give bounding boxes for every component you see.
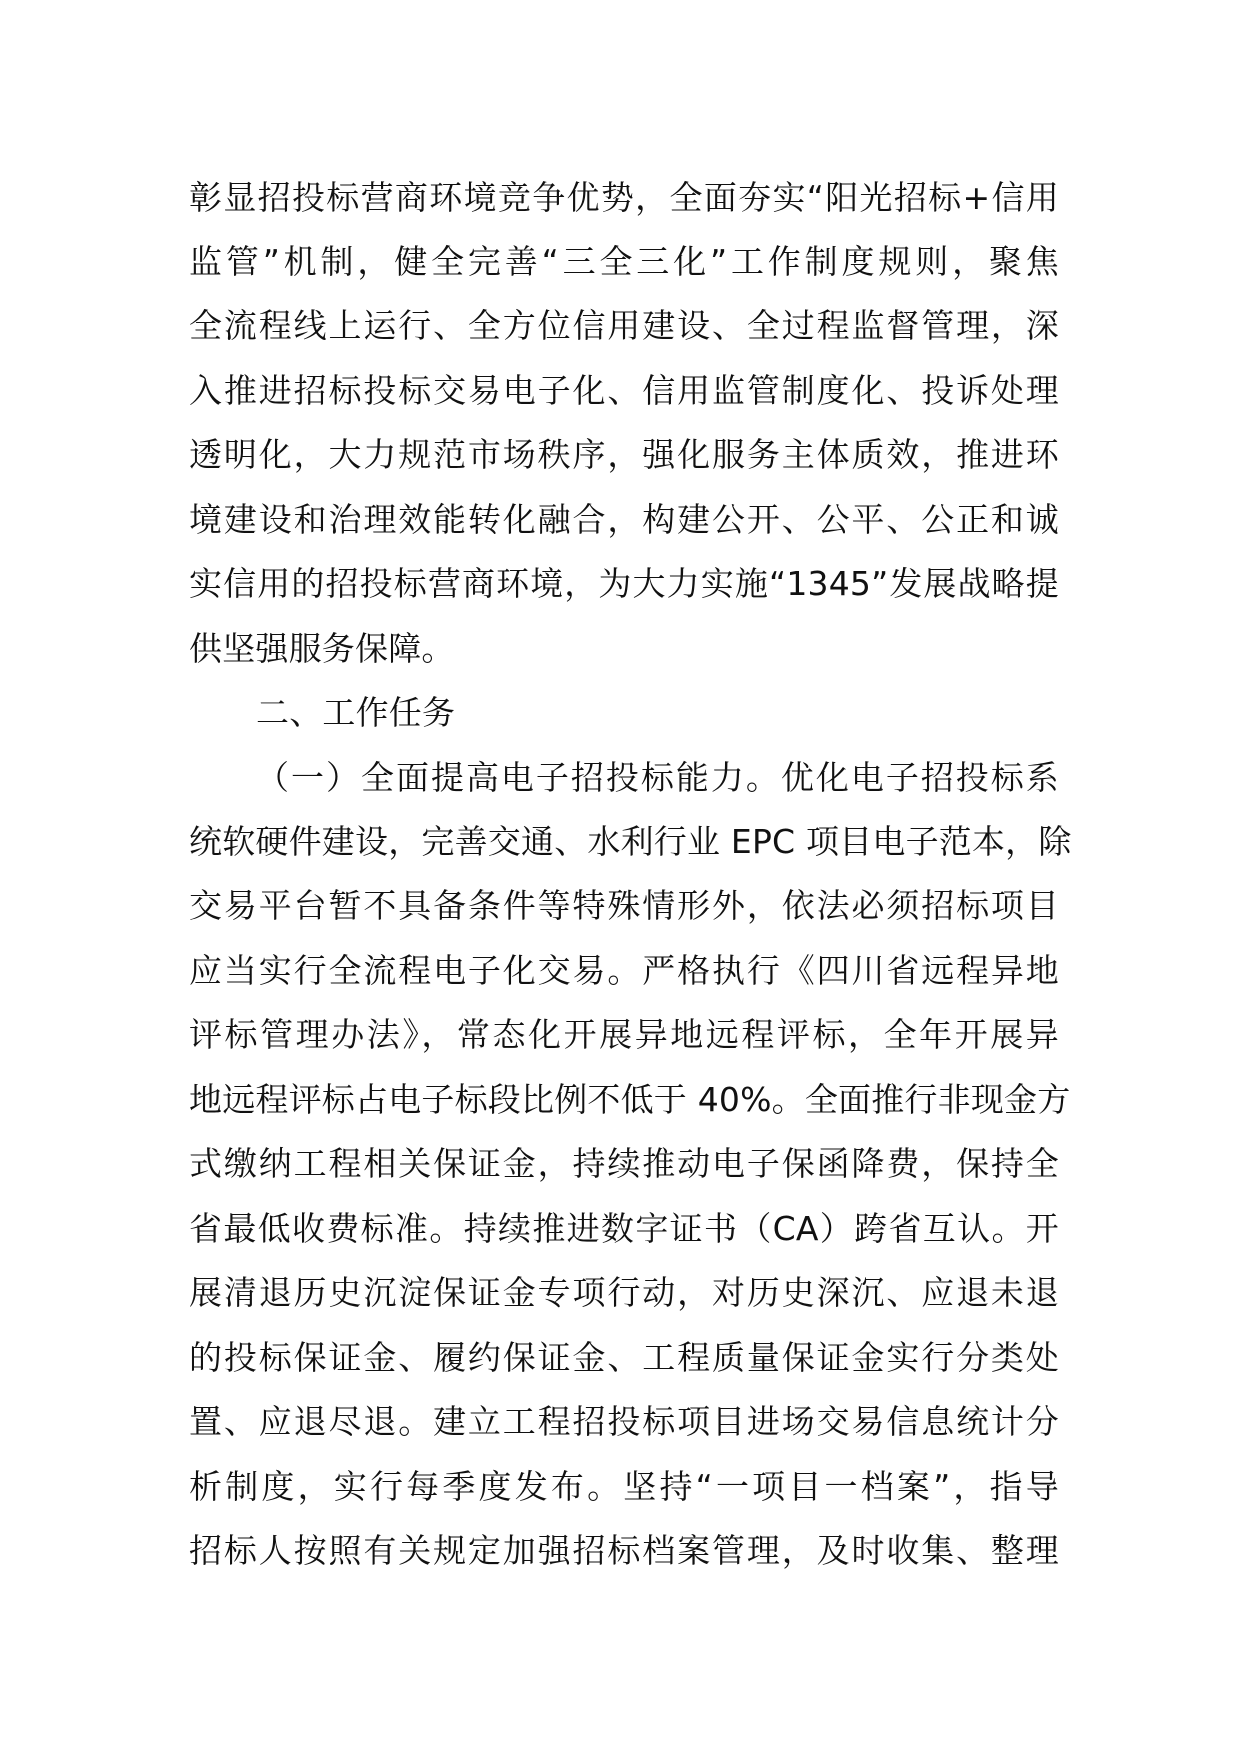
intro-line-8: 供坚强服务保障。 xyxy=(189,629,455,668)
intro-line-2: 监管”机制，健全完善“三全三化”工作制度规则，聚焦 xyxy=(189,242,1059,281)
task-line-12: 析制度，实行每季度发布。坚持“一项目一档案”，指导 xyxy=(189,1467,1059,1506)
intro-line-7: 实信用的招投标营商环境，为大力实施“1345”发展战略提 xyxy=(189,564,1059,603)
intro-line-3: 全流程线上运行、全方位信用建设、全过程监督管理，深 xyxy=(189,306,1059,345)
task-line-7: 式缴纳工程相关保证金，持续推动电子保函降费，保持全 xyxy=(189,1144,1059,1183)
task-line-3: 交易平台暂不具备条件等特殊情形外，依法必须招标项目 xyxy=(189,886,1059,925)
intro-line-6: 境建设和治理效能转化融合，构建公开、公平、公正和诚 xyxy=(189,500,1059,539)
task-line-4: 应当实行全流程电子化交易。严格执行《四川省远程异地 xyxy=(189,951,1059,990)
task-line-9: 展清退历史沉淀保证金专项行动，对历史深沉、应退未退 xyxy=(189,1273,1059,1312)
intro-line-1: 彰显招投标营商环境竞争优势，全面夯实“阳光招标+信用 xyxy=(189,178,1059,217)
task-line-13: 招标人按照有关规定加强招标档案管理，及时收集、整理 xyxy=(189,1531,1059,1570)
intro-line-5: 透明化，大力规范市场秩序，强化服务主体质效，推进环 xyxy=(189,435,1059,474)
task-line-8: 省最低收费标准。持续推进数字证书（CA）跨省互认。开 xyxy=(189,1209,1059,1248)
task-line-6: 地远程评标占电子标段比例不低于 40%。全面推行非现金方 xyxy=(189,1080,1071,1119)
task-line-2: 统软硬件建设，完善交通、水利行业 EPC 项目电子范本，除 xyxy=(189,822,1072,861)
task-line-5: 评标管理办法》，常态化开展异地远程评标，全年开展异 xyxy=(189,1015,1059,1054)
task-line-11: 置、应退尽退。建立工程招投标项目进场交易信息统计分 xyxy=(189,1402,1059,1441)
task-line-10: 的投标保证金、履约保证金、工程质量保证金实行分类处 xyxy=(189,1338,1059,1377)
intro-line-4: 入推进招标投标交易电子化、信用监管制度化、投诉处理 xyxy=(189,371,1059,410)
task-line-1: （一）全面提高电子招投标能力。优化电子招投标系 xyxy=(256,758,1059,797)
section-heading: 二、工作任务 xyxy=(256,693,456,732)
